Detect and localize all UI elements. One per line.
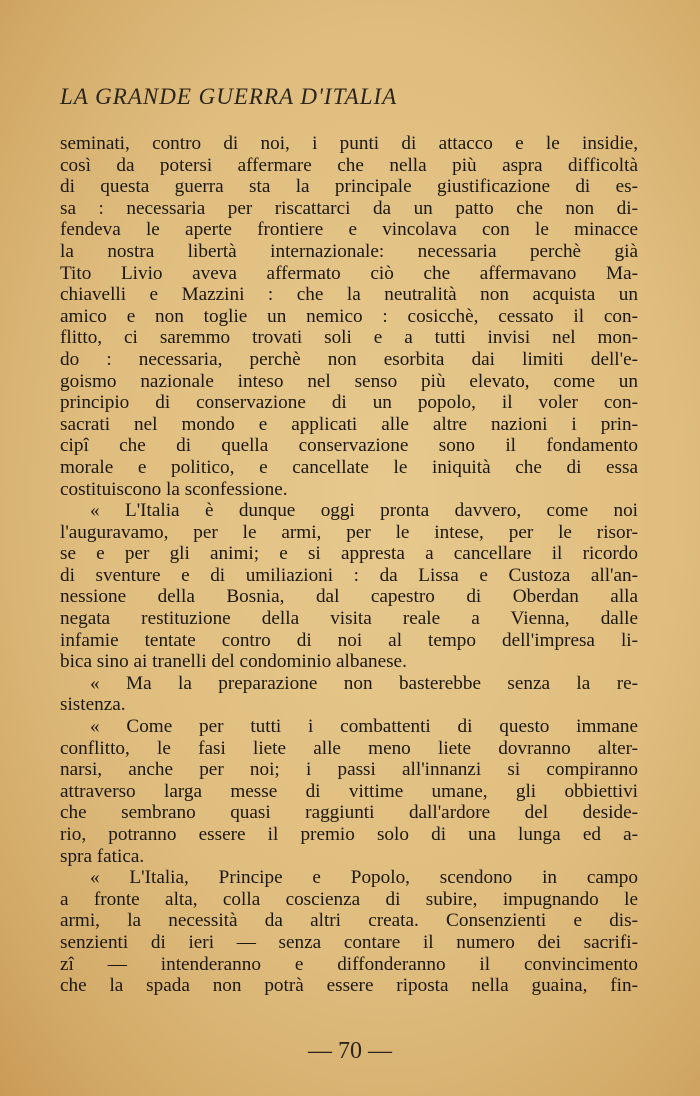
text-line: infamie tentate contro di noi al tempo dell'impresa li-	[60, 629, 638, 651]
text-line: amico e non toglie un nemico : cosicchè, cessato il con-	[60, 305, 638, 327]
text-line: goismo nazionale inteso nel senso più elevato, come un	[60, 370, 638, 392]
text-line: costituiscono la sconfessione.	[60, 478, 288, 500]
text-line: bica sino ai tranelli del condominio albanese.	[60, 651, 407, 673]
text-line: che la spada non potrà essere riposta nella guaina, fin-	[60, 975, 638, 997]
text-line: zî — intenderanno e diffonderanno il convincimento	[60, 953, 638, 975]
body-text	[60, 133, 638, 997]
text-line: « Come per tutti i combattenti di questo immane	[90, 716, 638, 738]
text-line: principio di conservazione di un popolo, il voler con-	[60, 392, 638, 414]
paragraph	[60, 673, 638, 716]
text-line: a fronte alta, colla coscienza di subire, impugnando le	[60, 888, 638, 910]
text-line: cipî che di quella conservazione sono il fondamento	[60, 435, 638, 457]
text-line: do : necessaria, perchè non esorbita dai limiti dell'e-	[60, 348, 638, 370]
text-line: fendeva le aperte frontiere e vincolava con le minacce	[60, 219, 638, 241]
text-line: flitto, ci saremmo trovati soli e a tutti invisi nel mon-	[60, 327, 638, 349]
text-line: narsi, anche per noi; i passi all'innanzi si compiranno	[60, 759, 638, 781]
text-line: che sembrano quasi raggiunti dall'ardore del deside-	[60, 802, 638, 824]
text-line: « L'Italia è dunque oggi pronta davvero, come noi	[90, 500, 638, 522]
text-line: « L'Italia, Principe e Popolo, scendono in campo	[90, 867, 638, 889]
text-line: la nostra libertà internazionale: necessaria perchè già	[60, 240, 638, 262]
text-line: di sventure e di umiliazioni : da Lissa e Custoza all'an-	[60, 564, 638, 586]
text-line: seminati, contro di noi, i punti di attacco e le insidie,	[60, 133, 638, 154]
text-line: morale e politico, e cancellate le iniquità che di essa	[60, 456, 638, 478]
text-line: conflitto, le fasi liete alle meno liete dovranno alter-	[60, 737, 638, 759]
text-line: Tito Livio aveva affermato ciò che affermavano Ma-	[60, 262, 638, 284]
text-line: sacrati nel mondo e applicati alle altre nazioni i prin-	[60, 413, 638, 435]
paragraph	[60, 500, 638, 673]
text-line: se e per gli animi; e si appresta a cancellare il ricordo	[60, 543, 638, 565]
text-line: armi, la necessità da altri creata. Consenzienti e dis-	[60, 910, 638, 932]
page-number: — 70 —	[308, 1038, 392, 1064]
text-line: sistenza.	[60, 694, 126, 716]
text-line: così da potersi affermare che nella più aspra difficoltà	[60, 154, 638, 176]
text-line: « Ma la preparazione non basterebbe senza la re-	[90, 672, 638, 694]
text-line: negata restituzione della visita reale a Vienna, dalle	[60, 608, 638, 630]
paragraph	[60, 867, 638, 997]
text-line: nessione della Bosnia, dal capestro di Oberdan alla	[60, 586, 638, 608]
paragraph	[60, 133, 638, 500]
text-line: sa : necessaria per riscattarci da un patto che non di-	[60, 197, 638, 219]
text-line: attraverso larga messe di vittime umane, gli obbiettivi	[60, 780, 638, 802]
text-line: chiavelli e Mazzini : che la neutralità non acquista un	[60, 284, 638, 306]
text-line: senzienti di ieri — senza contare il numero dei sacrifi-	[60, 931, 638, 953]
text-line: spra fatica.	[60, 845, 145, 867]
text-line: l'auguravamo, per le armi, per le intese, per le risor-	[60, 521, 638, 543]
paragraph	[60, 716, 638, 867]
text-line: di questa guerra sta la principale giustificazione di es-	[60, 176, 638, 198]
running-head-title: LA GRANDE GUERRA D'ITALIA	[60, 84, 398, 109]
text-line: rio, potranno essere il premio solo di una lunga ed a-	[60, 824, 638, 845]
